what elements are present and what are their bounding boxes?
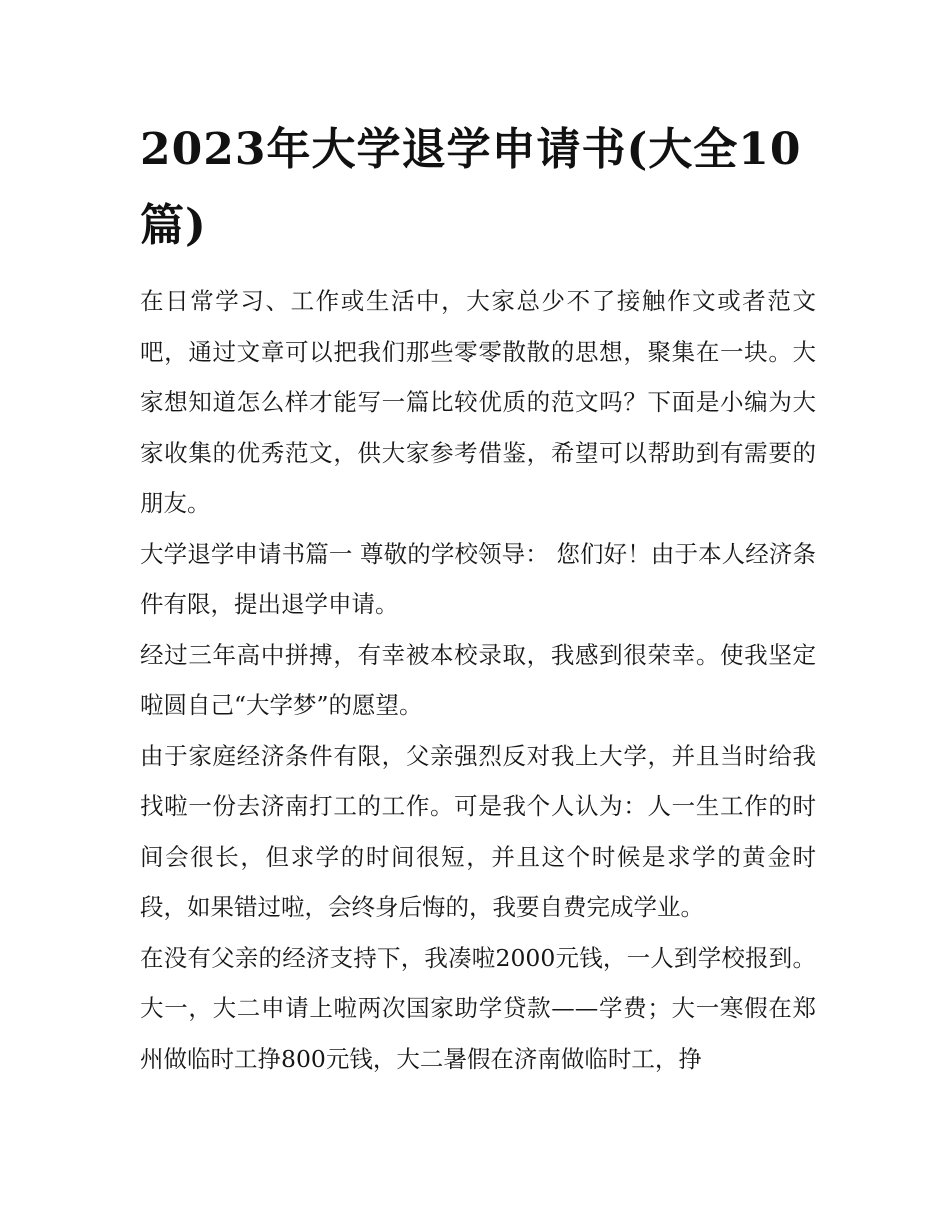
paragraph-salutation: 大学退学申请书篇一 尊敬的学校领导： 您们好！由于本人经济条件有限，提出退学申请。 bbox=[140, 539, 816, 618]
document-body bbox=[140, 276, 816, 1084]
paragraph-admission: 经过三年高中拼搏，有幸被本校录取，我感到很荣幸。使我坚定啦圆自己“大学梦”的愿望。 bbox=[140, 640, 816, 719]
paragraph-family-situation: 由于家庭经济条件有限，父亲强烈反对我上大学，并且当时给我找啦一份去济南打工的工作。可是我个人认为：人一生工作的时间会很长，但求学的时间很短，并且这个时候是求学的黄金时段，如果错过啦，会终身后悔的，我要自费完成学业。 bbox=[140, 741, 816, 921]
paragraph-intro: 在日常学习、工作或生活中，大家总少不了接触作文或者范文吧，通过文章可以把我们那些零零散散的思想，聚集在一块。大家想知道怎么样才能写一篇比较优质的范文吗？下面是小编为大家收集的优秀范文，供大家参考借鉴，希望可以帮助到有需要的朋友。 bbox=[140, 287, 816, 517]
paragraph-self-funding: 在没有父亲的经济支持下，我凑啦2000元钱，一人到学校报到。大一，大二申请上啦两次国家助学贷款——学费；大一寒假在郑州做临时工挣800元钱，大二暑假在济南做临时工，挣 bbox=[140, 943, 816, 1073]
document-content bbox=[140, 112, 816, 1084]
document-title: 2023年大学退学申请书(大全10篇) bbox=[140, 124, 802, 251]
